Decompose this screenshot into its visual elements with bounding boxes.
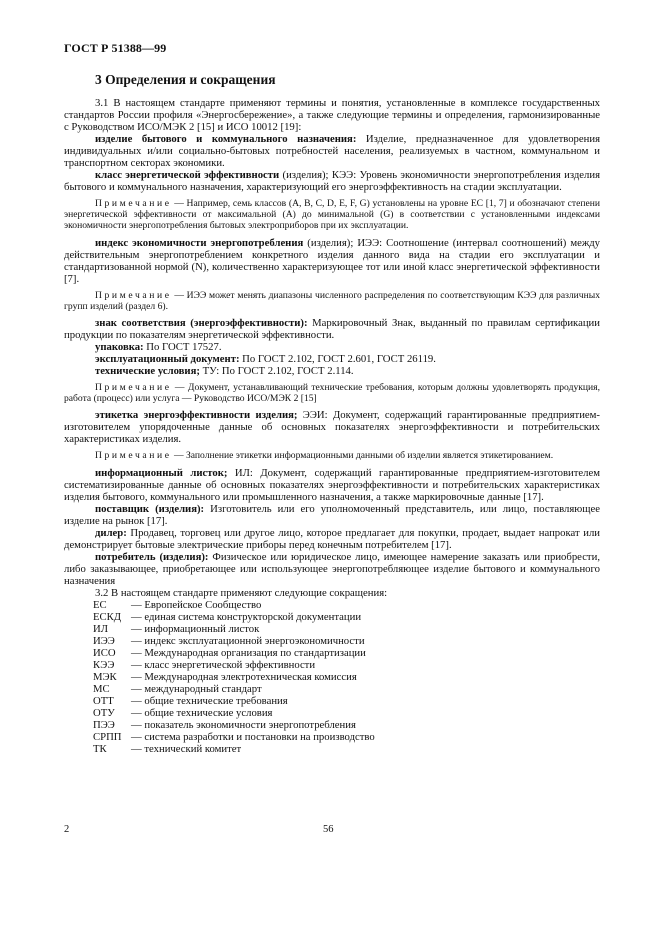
abbreviation-item (93, 683, 600, 695)
definition-paragraph (64, 365, 600, 377)
abbreviation-code: СРПП (93, 730, 122, 743)
abbreviation-code: ТК (93, 742, 107, 755)
definition-text: — Заполнение этикетки информационными данными об изделии является этикетированием. (171, 450, 554, 462)
definition-term: изделие бытового и коммунального назначения: (95, 133, 357, 145)
abbreviation-item (93, 671, 600, 683)
definition-term: дилер: (95, 526, 127, 539)
note-paragraph (64, 382, 600, 404)
abbreviation-code: КЭЭ (93, 658, 115, 671)
abbreviation-meaning: — индекс эксплуатационной энергоэкономичности (131, 634, 365, 647)
definition-text: — ИЭЭ может менять диапазоны численного распределения по соответствующим КЭЭ для различных групп изделий (раздел 6). (64, 289, 600, 312)
abbreviation-meaning: — общие технические требования (131, 694, 288, 707)
definition-term: знак соответствия (энергоэффективности): (95, 317, 308, 330)
definition-paragraph (64, 237, 600, 285)
definitions-list (64, 133, 600, 587)
definition-term: упаковка: (95, 341, 144, 354)
abbreviation-code: МС (93, 682, 110, 695)
abbreviation-meaning: — единая система конструкторской документации (131, 610, 362, 623)
note-paragraph (64, 290, 600, 312)
definition-text: Изготовитель или его уполномоченный представитель, или лицо, поставляющее изделие на рынок [17]. (64, 502, 600, 527)
definition-paragraph (64, 341, 600, 353)
abbreviation-item (93, 599, 600, 611)
definition-paragraph (64, 353, 600, 365)
abbreviations-list (64, 599, 600, 755)
abbreviation-meaning: — показатель экономичности энергопотребления (131, 718, 356, 731)
definition-paragraph (64, 467, 600, 503)
definition-text: Продавец, торговец или другое лицо, которое предлагает для покупки, продает, выдает напрокат или демонстрирует бытовые электрические приборы перед конечным потребителем [17]. (64, 526, 600, 551)
definition-paragraph (64, 409, 600, 445)
definition-text: Изделие, предназначенное для удовлетворения индивидуальных и/или социально-бытовых потребностей населения, реализуемых в частном, коммунальном и транспортном секторах экономики. (64, 133, 600, 169)
note-label: Примечание (95, 450, 172, 462)
abbreviation-code: ИЛ (93, 622, 108, 635)
definition-text: Маркировочный Знак, выданный по правилам сертификации продукции по показателям энергетической эффективности. (64, 317, 600, 342)
note-label: Примечание (95, 382, 172, 394)
intro-paragraph: 3.1 В настоящем стандарте применяют термины и понятия, установленные в комплексе государственных стандартов России профиля «Энергосбережение», а также следующие термины и определения, гармонизированные с Руководством ИСО/МЭК 2 [15] и ИСО 10012 [19]: (64, 97, 600, 133)
definition-term: индекс экономичности энергопотребления (95, 236, 304, 249)
definition-term: эксплуатационный документ: (95, 353, 240, 366)
definition-text: — Документ, устанавливающий технические требования, которым должны удовлетворять продукция, работа (процесс) или услуга — Руководство ИСО/МЭК 2 [15] (64, 382, 600, 405)
definition-paragraph (64, 551, 600, 587)
definition-term: поставщик (изделия): (95, 502, 205, 515)
abbreviation-item (93, 707, 600, 719)
section-title: 3 Определения и сокращения (95, 72, 276, 87)
abbreviation-code: ИЭЭ (93, 634, 115, 647)
abbreviation-meaning: — система разработки и постановки на производство (131, 730, 375, 743)
definition-text: ЭЭИ: Документ, содержащий гарантированные предприятием-изготовителем упорядоченные данные об основных показателях энергоэффективности и потребительских характеристиках изделия. (64, 409, 600, 446)
abbreviations-intro: 3.2 В настоящем стандарте применяют следующие сокращения: (95, 586, 388, 599)
definition-paragraph (64, 317, 600, 341)
abbreviation-item (93, 647, 600, 659)
abbreviation-code: ЕСКД (93, 610, 122, 623)
document-body (64, 97, 600, 755)
abbreviation-meaning: — класс энергетической эффективности (131, 658, 316, 671)
definition-text: (изделия); ИЭЭ: Соотношение (интервал соотношений) между действительным энергопотреблением конкретного изделия данного вида на стадии его эксплуатации и стандартизованной нормой (N), количественно характеризующее тот или иной класс энергетической эффективности [7]. (64, 236, 600, 285)
abbreviation-item (93, 623, 600, 635)
abbreviation-meaning: — Европейское Сообщество (131, 598, 262, 611)
note-label: Примечание (95, 198, 172, 209)
page-number-center: 56 (323, 824, 334, 835)
abbreviation-item (93, 695, 600, 707)
abbreviation-meaning: — Международная электротехническая комиссия (131, 670, 357, 683)
abbreviation-item (93, 635, 600, 647)
abbreviation-item (93, 659, 600, 671)
standard-header: ГОСТ Р 51388—99 (64, 41, 167, 55)
abbreviation-item (93, 731, 600, 743)
definition-text: Физическое или юридическое лицо, имеющее намерение заказать или приобрести, либо заказывающее, приобретающее или использующее энергопотребляющее изделие бытового и коммунального назначения (64, 550, 600, 587)
abbreviation-meaning: — Международная организация по стандартизации (131, 646, 366, 659)
abbreviation-meaning: — информационный листок (131, 622, 260, 635)
abbreviation-code: ПЭЭ (93, 718, 115, 731)
abbreviation-meaning: — международный стандарт (131, 682, 262, 695)
abbreviation-item (93, 743, 600, 755)
definition-text: ИЛ: Документ, содержащий гарантированные предприятием-изготовителем систематизированные данные об основных показателях энергоэффективности и потребительских характеристиках изделия бытового, коммунального или промышленного назначения, а также маркировочные данные [17]. (64, 466, 600, 503)
abbreviation-meaning: — технический комитет (131, 742, 242, 755)
definition-term: класс энергетической эффективности (95, 169, 280, 181)
definition-text: (изделия); КЭЭ: Уровень экономичности энергопотребления изделия бытового и коммунального назначения, характеризующий его энергоэффективность на стадии эксплуатации. (64, 169, 600, 193)
page-number-left: 2 (64, 824, 70, 835)
definition-paragraph (64, 503, 600, 527)
abbreviation-code: ИСО (93, 646, 116, 659)
definition-paragraph (64, 169, 600, 193)
definition-text: — Например, семь классов (A, B, C, D, E, F, G) установлены на уровне ЕС [1, 7] и обозначают степени энергетической эффективности от максимальной (A) до минимальной (G) в соответствии с установленными индексами экономичности энергопотребления бытовых электроприборов при их эксплуатации. (64, 198, 600, 232)
note-label: Примечание (95, 289, 172, 301)
abbreviation-item (93, 611, 600, 623)
abbreviation-item (93, 719, 600, 731)
definition-text: По ГОСТ 17527. (143, 341, 222, 354)
definition-paragraph (64, 133, 600, 169)
abbreviation-code: ОТУ (93, 706, 115, 719)
definition-term: информационный листок; (95, 466, 228, 479)
abbreviation-code: ЕС (93, 598, 107, 611)
definition-term: технические условия; (95, 365, 200, 378)
abbreviation-meaning: — общие технические условия (131, 706, 273, 719)
definition-term: этикетка энергоэффективности изделия; (95, 409, 298, 422)
definition-term: потребитель (изделия): (95, 550, 209, 563)
abbreviation-code: ОТТ (93, 694, 114, 707)
definition-text: По ГОСТ 2.102, ГОСТ 2.601, ГОСТ 26119. (239, 353, 436, 366)
definition-paragraph (64, 527, 600, 551)
note-paragraph (64, 450, 600, 461)
abbreviation-code: МЭК (93, 670, 117, 683)
definition-text: ТУ: По ГОСТ 2.102, ГОСТ 2.114. (199, 365, 354, 378)
note-paragraph (64, 198, 600, 232)
